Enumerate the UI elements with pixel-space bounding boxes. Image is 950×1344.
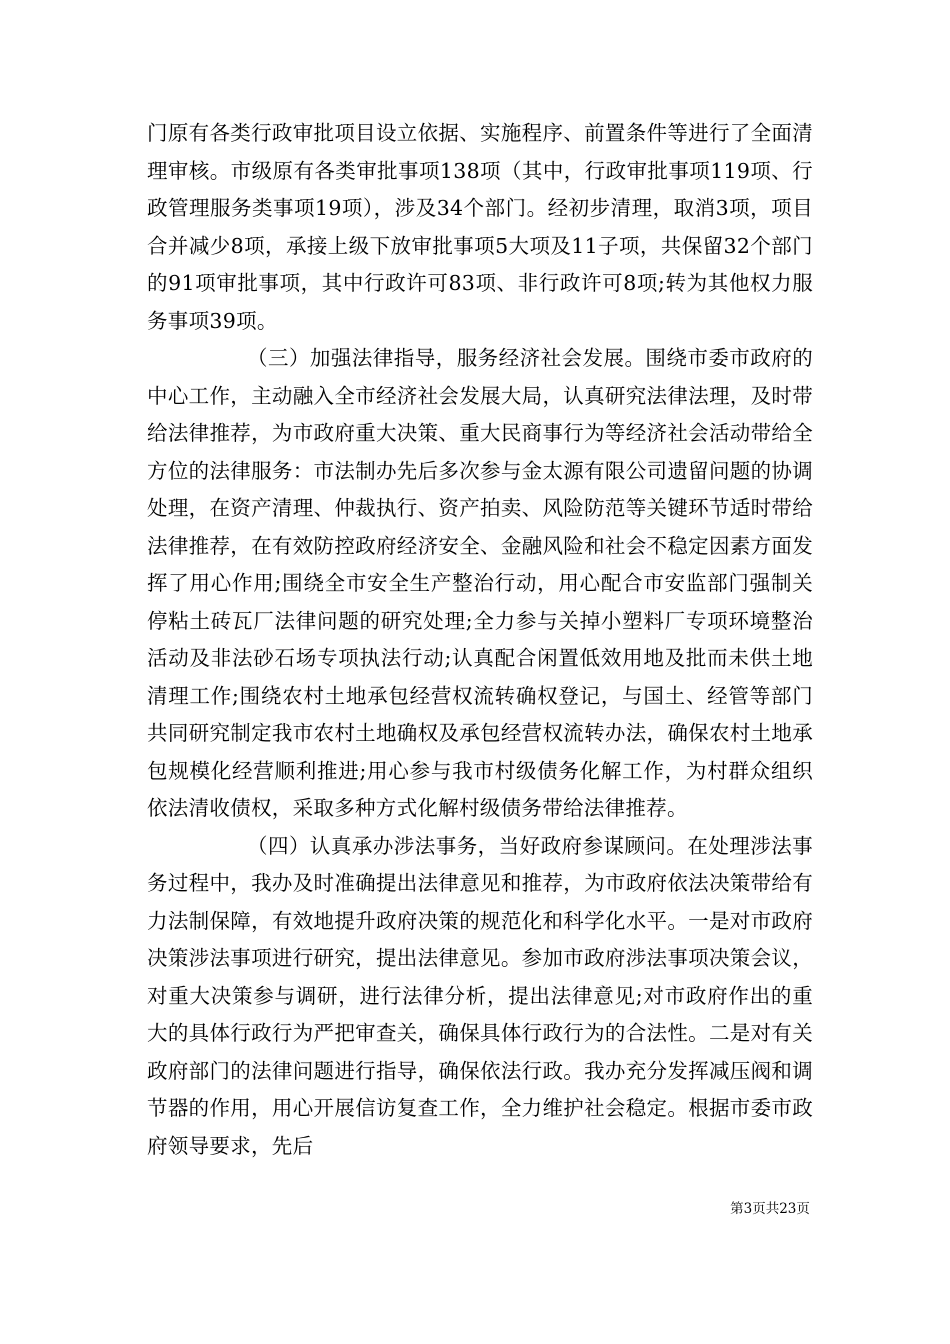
paragraph-approval-cleanup: 门原有各类行政审批项目设立依据、实施程序、前置条件等进行了全面清理审核。市级原有各类审批事项138项（其中，行政审批事项119项、行政管理服务类事项19项），涉及34个部门。经初步清理，取消3项，项目合并减少8项，承接上级下放审批事项5大项及11子项，共保留32个部门的91项审批事项，其中行政许可83项、非行政许可8项;转为其他权力服务事项39项。 — [147, 121, 813, 333]
document-body — [147, 115, 813, 1165]
paragraph-legal-guidance: （三）加强法律指导，服务经济社会发展。围绕市委市政府的中心工作，主动融入全市经济社会发展大局，认真研究法律法理，及时带给法律推荐，为市政府重大决策、重大民商事行为等经济社会活动带给全方位的法律服务：市法制办先后多次参与金太源有限公司遗留问题的协调处理，在资产清理、仲裁执行、资产拍卖、风险防范等关键环节适时带给法律推荐，在有效防控政府经济安全、金融风险和社会不稳定因素方面发挥了用心作用;围绕全市安全生产整治行动，用心配合市安监部门强制关停粘土砖瓦厂法律问题的研究处理;全力参与关掉小塑料厂专项环境整治活动及非法砂石场专项执法行动;认真配合闲置低效用地及批而未供土地清理工作;围绕农村土地承包经营权流转确权登记，与国土、经管等部门共同研究制定我市农村土地确权及承包经营权流转办法，确保农村土地承包规模化经营顺利推进;用心参与我市村级债务化解工作，为村群众组织依法清收债权，采取多种方式化解村级债务带给法律推荐。 — [147, 346, 813, 820]
paragraph-legal-affairs: （四）认真承办涉法事务，当好政府参谋顾问。在处理涉法事务过程中，我办及时准确提出法律意见和推荐，为市政府依法决策带给有力法制保障，有效地提升政府决策的规范化和科学化水平。一是对市政府决策涉法事项进行研究，提出法律意见。参加市政府涉法事项决策会议，对重大决策参与调研，进行法律分析，提出法律意见;对市政府作出的重大的具体行政行为严把审查关，确保具体行政行为的合法性。二是对有关政府部门的法律问题进行指导，确保依法行政。我办充分发挥减压阀和调节器的作用，用心开展信访复查工作，全力维护社会稳定。根据市委市政府领导要求，先后 — [147, 833, 813, 1158]
page-number: 第3页共23页 — [730, 1201, 810, 1217]
